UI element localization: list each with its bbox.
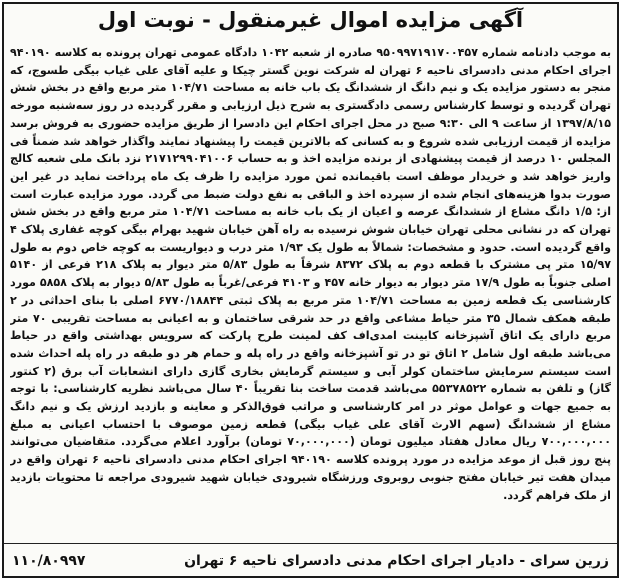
footer-divider (4, 543, 617, 544)
notice-body: به موجب دادنامه شماره ۹۵۰۹۹۷۱۹۱۷۰۰۴۵۷ صادره از شعبه ۱۰۴۲ دادگاه عمومی تهران پرونده به کلاسه ۹۴۰۱۹۰ اجرای احکام مدنی دادسرای ناحیه ۶ تهران له شرکت نوین گستر چیکا و علیه آقای علی غیاب بیگی طسوج، که منجر به دستور مزایده یک و نیم دانگ از ششدانگ یک باب خانه به مساحت ۱۰۴/۷۱ متر مربع واقع در بخش شش تهران گردیده و توسط کارشناس رسمی دادگستری به شرح ذیل ارزیابی و مقرر گردیده در روز سه‌شنبه مورخه ۱۳۹۷/۸/۱۵ از ساعت ۹ الی ۹:۳۰ صبح در محل اجرای احکام این دادسرا از طریق مزایده حضوری به فروش برسد مزایده از قیمت ارزیابی شده شروع و به کسانی که بالاترین قیمت را پیشنهاد نمایند واگذار خواهد شد ضمناً فی المجلس ۱۰ درصد از قیمت پیشنهادی از برنده مزایده اخذ و به حساب ۲۱۷۱۲۹۹۰۴۱۰۰۶ نزد بانک ملی شعبه کالج واریز خواهد شد و خریدار موظف است باقیمانده ثمن مورد مزایده را ظرف یک ماه پرداخت نماید در غیر این صورت بدوا هزینه‌های انجام شده از سپرده اخذ و الباقی به نفع دولت ضبط می گردد. مورد مزایده عبارت است از: ۱/۵ دانگ مشاع از ششدانگ عرصه و اعیان از یک باب خانه به مساحت ۱۰۴/۷۱ متر مربع واقع در بخش شش تهران که در نشانی محلی تهران خیابان شوش نرسیده به راه آهن خیابان شهید بهرام بیگی کوچه غفاری پلاک ۴ واقع گردیده است. حدود و مشخصات: شمالاً به طول یک ۱/۹۳ متر درب و دیواریست به کوچه خاص دوم به طول ۱۵/۹۷ متر پی مشترک با قطعه دوم به پلاک ۸۳۷۲ شرقاً به طول ۵/۸۳ متر دیوار به پلاک ۲۱۸ فرعی از ۵۱۴۰ اصلی جنوباً به طول ۱۷/۹ متر دیوار به دیوار خانه ۴۵۷ و ۴۱۰۳ فرعی/غرباً به طول ۵/۸۳ دیوار به پلاک ۵۸۵۸ مورد کارشناسی یک قطعه زمین به مساحت ۱۰۴/۷۱ متر مربع به پلاک ثبتی ۶۷۷۰/۱۸۸۴۴ اصلی با بنای احداثی در ۲ طبقه همکف شمال ۳۵ متر حیاط مشاعی واقع در حد شرقی ساختمان و به اعیانی به مساحت تقریبی ۷۰ متر مربع دارای یک اتاق آشپزخانه کابینت امدی‌اف کف لمینت طرح پارکت که سرویس بهداشتی واقع در حیاط می‌باشد طبقه اول شامل ۲ اتاق تو در تو آشپزخانه واقع در راه پله و حمام هر دو طبقه در راه پله احداث شده است سیستم سرمایش ساختمان کولر آبی و سیستم گرمایش بخاری گازی دارای انشعابات آب برق (۲ کنتور گاز) و تلفن به شماره ۵۵۳۷۸۵۲۲ می‌باشد قدمت ساخت بنا تقریباً ۴۰ سال می‌باشد نظریه کارشناسی: با توجه به جمیع جهات و عوامل موثر در امر کارشناسی و مراتب فوق‌الذکر و معاینه و بازدید ارزش یک و نیم دانگ مشاع از ششدانگ (سهم الارث آقای علی غیاب بیگی) قطعه زمین موصوف با احتساب اعیانی به مبلغ ۷۰۰,۰۰۰,۰۰۰ ریال معادل هفتاد میلیون تومان (۷۰,۰۰۰,۰۰۰ تومان) برآورد اعلام می‌گردد. متقاضیان می‌توانند پنج روز قبل از موعد مزایده در مورد پرونده کلاسه ۹۴۰۱۹۰ اجرای احکام مدنی دادسرای ناحیه ۶ تهران واقع در میدان هفت تیر خیابان مفتح جنوبی روبروی ورزشگاه شیرودی خیابان شهید شیرودی مراجعه تا محتویات بازدید از ملک فراهم گردد. (10, 46, 611, 502)
notice-code: ۱۱۰/۸۰۹۹۷ (12, 553, 86, 569)
signature-line: زرین سرای - دادیار اجرای احکام مدنی دادسرای ناحیه ۶ تهران (184, 553, 609, 569)
notice-footer (12, 549, 609, 573)
notice-title: آگهی مزایده اموال غیرمنقول - نوبت اول (97, 8, 524, 32)
auction-notice (2, 2, 619, 578)
